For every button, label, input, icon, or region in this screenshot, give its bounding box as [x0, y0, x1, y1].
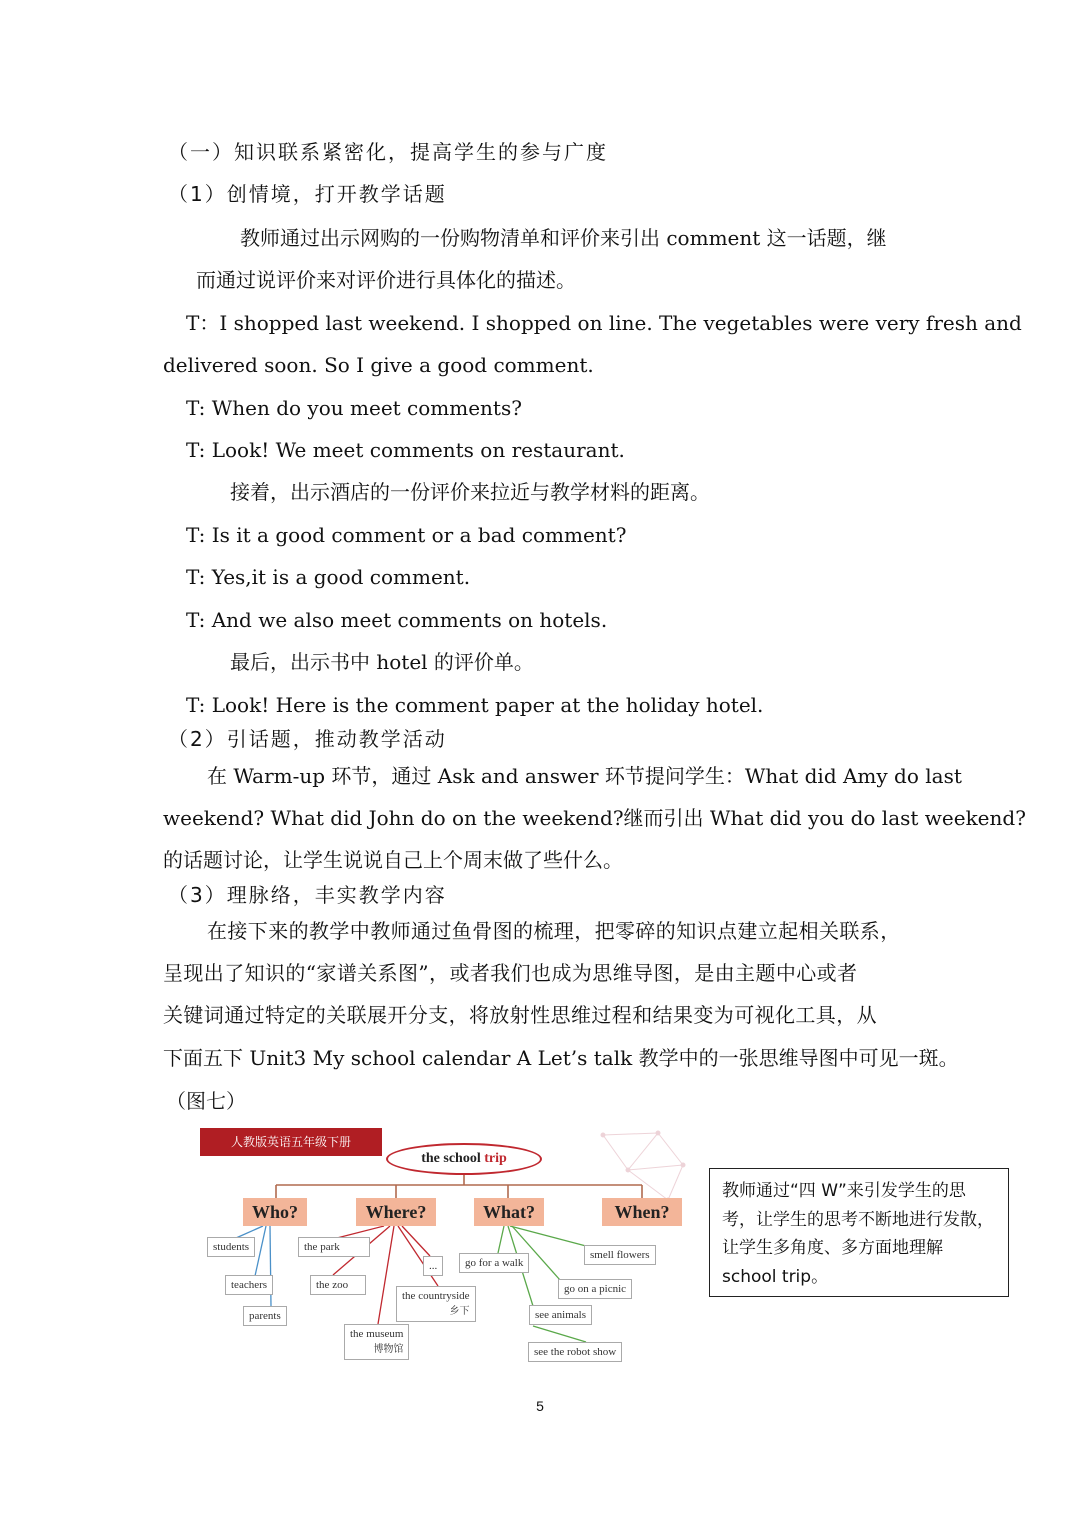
- paragraph-4-line-3: 的话题讨论，让学生说说自己上个周末做了些什么。: [163, 848, 623, 872]
- paragraph-5-line-1: 在接下来的教学中教师通过鱼骨图的梳理，把零碎的知识点建立起相关联系，: [207, 919, 901, 943]
- leaf-ellipsis: ...: [423, 1256, 443, 1276]
- section-heading: （一）知识联系紧密化，提高学生的参与广度: [168, 140, 608, 164]
- paragraph-1-line-2: 而通过说评价来对评价进行具体化的描述。: [196, 268, 576, 292]
- network-decoration: [601, 1131, 685, 1202]
- dialogue-line: T：I shopped last weekend. I shopped on line. The vegetables were very fresh and: [186, 311, 1022, 335]
- what-node: What?: [474, 1198, 544, 1226]
- central-topic: [386, 1143, 542, 1175]
- museum-text: the museum: [350, 1328, 404, 1340]
- subheading-1: （1）创情境，打开教学话题: [168, 182, 447, 206]
- mind-map-figure: [198, 1125, 688, 1370]
- textbook-banner: 人教版英语五年级下册: [200, 1128, 382, 1156]
- leaf-smell-flowers: smell flowers: [584, 1245, 656, 1265]
- leaf-see-animals: see animals: [529, 1305, 592, 1325]
- dialogue-line: T: Yes,it is a good comment.: [186, 565, 471, 589]
- countryside-text: the countryside: [402, 1290, 470, 1302]
- dialogue-line: T: Look! Here is the comment paper at the holiday hotel.: [186, 693, 764, 717]
- paragraph-2: 接着，出示酒店的一份评价来拉近与教学材料的距离。: [230, 480, 710, 504]
- leaf-the-zoo: the zoo: [310, 1275, 366, 1295]
- subheading-3: （3）理脉络，丰实教学内容: [168, 883, 447, 907]
- leaf-the-museum: [344, 1324, 409, 1360]
- paragraph-5-line-2: 呈现出了知识的“家谱关系图”，或者我们也成为思维导图，是由主题中心或者: [163, 961, 858, 985]
- leaf-go-on-a-picnic: go on a picnic: [558, 1279, 632, 1299]
- leaf-teachers: teachers: [225, 1275, 273, 1295]
- central-topic-highlight: trip: [484, 1151, 507, 1166]
- paragraph-3: 最后，出示书中 hotel 的评价单。: [230, 650, 534, 674]
- dialogue-line: T: Look! We meet comments on restaurant.: [186, 438, 625, 462]
- leaf-students: students: [207, 1237, 255, 1257]
- paragraph-1-line-1: 教师通过出示网购的一份购物清单和评价来引出 comment 这一话题，继: [240, 226, 887, 250]
- who-node: Who?: [243, 1198, 307, 1226]
- countryside-chinese: 乡下: [449, 1306, 470, 1317]
- leaf-parents: parents: [243, 1306, 287, 1326]
- central-topic-text: the school: [421, 1151, 485, 1166]
- where-node: Where?: [356, 1198, 436, 1226]
- paragraph-4-line-2: weekend? What did John do on the weekend?继而引出 What did you do last weekend?: [163, 806, 1026, 830]
- museum-chinese: 博物馆: [373, 1344, 404, 1355]
- dialogue-line: T: And we also meet comments on hotels.: [186, 608, 608, 632]
- paragraph-5-line-3: 关键词通过特定的关联展开分支，将放射性思维过程和结果变为可视化工具，从: [163, 1003, 877, 1027]
- leaf-the-park: the park: [298, 1237, 370, 1257]
- paragraph-4-line-1: 在 Warm-up 环节，通过 Ask and answer 环节提问学生：What did Amy do last: [207, 764, 962, 788]
- dialogue-line: T: When do you meet comments?: [186, 396, 522, 420]
- dialogue-line: T: Is it a good comment or a bad comment?: [186, 523, 627, 547]
- leaf-go-for-a-walk: go for a walk: [459, 1253, 529, 1273]
- page-number: 5: [536, 1398, 544, 1414]
- figure-label: （图七）: [166, 1089, 246, 1113]
- subheading-2: （2）引话题，推动教学活动: [168, 727, 447, 751]
- leaf-see-robot-show: see the robot show: [528, 1342, 622, 1362]
- dialogue-line: delivered soon. So I give a good comment.: [163, 353, 594, 377]
- paragraph-5-line-4: 下面五下 Unit3 My school calendar A Let’s talk 教学中的一张思维导图中可见一斑。: [163, 1046, 959, 1070]
- when-node: When?: [602, 1198, 682, 1226]
- leaf-the-countryside: [396, 1286, 476, 1322]
- callout-box: 教师通过“四 W”来引发学生的思考，让学生的思考不断地进行发散，让学生多角度、多方面地理解 school trip。: [709, 1168, 1009, 1297]
